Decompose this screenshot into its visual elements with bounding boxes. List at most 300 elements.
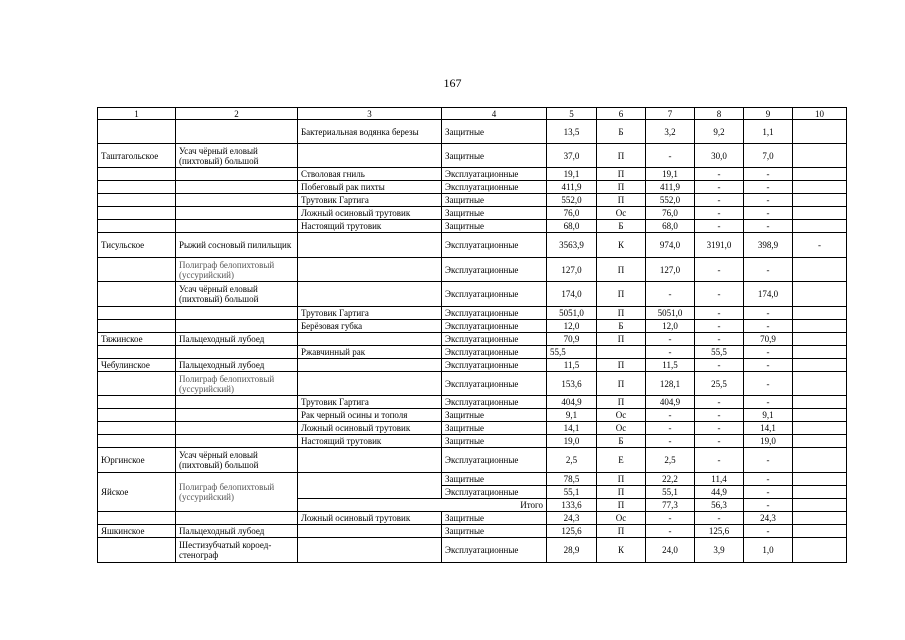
species-cell: Ос	[597, 512, 646, 525]
value-col10-cell	[793, 372, 847, 396]
disease-cell	[298, 258, 442, 282]
disease-cell: Трутовик Гартига	[298, 396, 442, 409]
forest-category-cell: Защитные	[442, 220, 547, 233]
value-col9-cell: 1,0	[744, 538, 793, 563]
pest-cell	[176, 120, 298, 144]
species-cell: П	[597, 282, 646, 307]
area-total-cell: 13,5	[547, 120, 597, 144]
table-row	[98, 207, 847, 220]
disease-cell: Стволовая гниль	[298, 168, 442, 181]
area-total-cell: 70,9	[547, 333, 597, 346]
pest-cell: Полиграф белопихтовый (уссурийский)	[176, 258, 298, 282]
value-col9-cell: -	[744, 320, 793, 333]
value-col8-cell: 55,5	[695, 346, 744, 359]
value-col7-cell: 68,0	[646, 220, 695, 233]
species-cell: П	[597, 359, 646, 372]
value-col9-cell: 7,0	[744, 144, 793, 168]
forestry-cell: Юргинское	[98, 448, 176, 473]
species-cell: Б	[597, 220, 646, 233]
forest-category-cell: Эксплуатационные	[442, 448, 547, 473]
area-total-cell: 9,1	[547, 409, 597, 422]
value-col9-cell: 14,1	[744, 422, 793, 435]
value-col8-cell: 125,6	[695, 525, 744, 538]
forest-category-cell: Эксплуатационные	[442, 396, 547, 409]
species-cell	[597, 346, 646, 359]
value-col10-cell	[793, 181, 847, 194]
pest-cell: Усач чёрный еловый (пихтовый) большой	[176, 144, 298, 168]
pest-cell	[176, 181, 298, 194]
value-col8-cell: -	[695, 435, 744, 448]
area-total-cell: 411,9	[547, 181, 597, 194]
pest-cell	[176, 320, 298, 333]
forestry-cell	[98, 346, 176, 359]
table-row	[98, 525, 847, 538]
value-col9-cell: -	[744, 448, 793, 473]
value-col7-cell: 24,0	[646, 538, 695, 563]
value-col8-cell: -	[695, 207, 744, 220]
value-col9-cell: -	[744, 346, 793, 359]
value-col7-cell: 974,0	[646, 233, 695, 258]
disease-cell: Рак черный осины и тополя	[298, 409, 442, 422]
forestry-cell	[98, 258, 176, 282]
value-col8-cell: -	[695, 512, 744, 525]
area-total-cell: 19,1	[547, 168, 597, 181]
value-col7-cell: -	[646, 409, 695, 422]
page-number: 167	[443, 76, 462, 90]
value-col8-cell: -	[695, 359, 744, 372]
value-col9-cell: 19,0	[744, 435, 793, 448]
species-cell: П	[597, 181, 646, 194]
area-total-cell: 174,0	[547, 282, 597, 307]
forest-category-cell: Эксплуатационные	[442, 346, 547, 359]
area-total-cell: 14,1	[547, 422, 597, 435]
forestry-cell	[98, 181, 176, 194]
value-col10-cell	[793, 194, 847, 207]
value-col7-cell: 55,1	[646, 486, 695, 499]
value-col8-cell: -	[695, 181, 744, 194]
forest-category-cell: Эксплуатационные	[442, 168, 547, 181]
value-col9-cell: 70,9	[744, 333, 793, 346]
disease-cell: Трутовик Гартига	[298, 307, 442, 320]
forest-category-cell: Эксплуатационные	[442, 307, 547, 320]
value-col9-cell: -	[744, 499, 793, 512]
table-row	[98, 372, 847, 396]
disease-cell: Ложный осиновый трутовик	[298, 512, 442, 525]
pest-cell: Пальцеходный лубоед	[176, 359, 298, 372]
disease-cell: Ложный осиновый трутовик	[298, 422, 442, 435]
disease-cell	[298, 372, 442, 396]
forestry-cell	[98, 320, 176, 333]
pest-cell	[176, 307, 298, 320]
value-col10-cell	[793, 538, 847, 563]
value-col8-cell: -	[695, 396, 744, 409]
value-col10-cell	[793, 422, 847, 435]
value-col8-cell: -	[695, 422, 744, 435]
pest-cell	[176, 220, 298, 233]
species-cell: Ос	[597, 422, 646, 435]
col-header-2: 2	[176, 108, 298, 120]
value-col10-cell	[793, 207, 847, 220]
value-col7-cell: 77,3	[646, 499, 695, 512]
table-row	[98, 396, 847, 409]
species-cell: Ос	[597, 409, 646, 422]
disease-cell	[298, 359, 442, 372]
total-label-cell: Итого	[298, 499, 547, 512]
species-cell: Ос	[597, 207, 646, 220]
disease-cell: Ржавчинный рак	[298, 346, 442, 359]
value-col8-cell: -	[695, 194, 744, 207]
species-cell: П	[597, 396, 646, 409]
species-cell: П	[597, 372, 646, 396]
area-total-cell: 19,0	[547, 435, 597, 448]
area-total-cell: 55,1	[547, 486, 597, 499]
value-col10-cell	[793, 512, 847, 525]
forest-category-cell: Защитные	[442, 435, 547, 448]
forestry-cell	[98, 220, 176, 233]
value-col9-cell: -	[744, 486, 793, 499]
value-col7-cell: -	[646, 422, 695, 435]
disease-cell	[298, 282, 442, 307]
forest-category-cell: Защитные	[442, 473, 547, 486]
value-col10-cell	[793, 448, 847, 473]
forestry-cell	[98, 194, 176, 207]
value-col7-cell: -	[646, 346, 695, 359]
value-col10-cell	[793, 320, 847, 333]
forestry-cell	[98, 307, 176, 320]
forest-category-cell: Эксплуатационные	[442, 359, 547, 372]
area-total-cell: 28,9	[547, 538, 597, 563]
species-cell: П	[597, 473, 646, 486]
value-col8-cell: -	[695, 409, 744, 422]
col-header-7: 7	[646, 108, 695, 120]
value-col10-cell	[793, 258, 847, 282]
col-header-8: 8	[695, 108, 744, 120]
value-col7-cell: 2,5	[646, 448, 695, 473]
value-col8-cell: 30,0	[695, 144, 744, 168]
table-row	[98, 538, 847, 563]
species-cell: П	[597, 144, 646, 168]
disease-cell	[298, 448, 442, 473]
forestry-cell	[98, 282, 176, 307]
value-col10-cell	[793, 396, 847, 409]
value-col8-cell: 44,9	[695, 486, 744, 499]
forest-category-cell: Эксплуатационные	[442, 282, 547, 307]
value-col8-cell: 25,5	[695, 372, 744, 396]
value-col7-cell: 19,1	[646, 168, 695, 181]
value-col7-cell: 22,2	[646, 473, 695, 486]
area-total-cell: 37,0	[547, 144, 597, 168]
forest-pest-table	[97, 107, 847, 563]
disease-cell	[298, 144, 442, 168]
value-col9-cell: -	[744, 207, 793, 220]
area-total-cell: 76,0	[547, 207, 597, 220]
area-total-cell: 5051,0	[547, 307, 597, 320]
value-col7-cell: 128,1	[646, 372, 695, 396]
forestry-cell	[98, 435, 176, 448]
area-total-cell: 55,5	[547, 346, 597, 359]
value-col10-cell	[793, 307, 847, 320]
forestry-cell: Яйское	[98, 473, 176, 512]
pest-cell: Полиграф белопихтовый (уссурийский)	[176, 473, 298, 512]
value-col7-cell: -	[646, 512, 695, 525]
forest-category-cell: Эксплуатационные	[442, 258, 547, 282]
pest-cell	[176, 168, 298, 181]
pest-cell: Полиграф белопихтовый (уссурийский)	[176, 372, 298, 396]
value-col9-cell: 9,1	[744, 409, 793, 422]
forest-category-cell: Эксплуатационные	[442, 233, 547, 258]
value-col10-cell	[793, 473, 847, 486]
area-total-cell: 3563,9	[547, 233, 597, 258]
species-cell: Б	[597, 120, 646, 144]
forestry-cell	[98, 409, 176, 422]
forestry-cell: Тисульское	[98, 233, 176, 258]
value-col9-cell: -	[744, 473, 793, 486]
species-cell: П	[597, 525, 646, 538]
value-col7-cell: 12,0	[646, 320, 695, 333]
species-cell: П	[597, 168, 646, 181]
table-row	[98, 282, 847, 307]
forest-category-cell: Эксплуатационные	[442, 181, 547, 194]
value-col8-cell: -	[695, 258, 744, 282]
forestry-cell	[98, 422, 176, 435]
species-cell: П	[597, 333, 646, 346]
forest-category-cell: Защитные	[442, 422, 547, 435]
pest-cell	[176, 194, 298, 207]
area-total-cell: 24,3	[547, 512, 597, 525]
forestry-cell	[98, 538, 176, 563]
table-row	[98, 258, 847, 282]
disease-cell: Побеговый рак пихты	[298, 181, 442, 194]
species-cell: П	[597, 307, 646, 320]
table-row	[98, 473, 847, 486]
forestry-cell	[98, 396, 176, 409]
col-header-4: 4	[442, 108, 547, 120]
forestry-cell: Таштагольское	[98, 144, 176, 168]
col-header-6: 6	[597, 108, 646, 120]
species-cell: П	[597, 499, 646, 512]
disease-cell: Берёзовая губка	[298, 320, 442, 333]
value-col8-cell: -	[695, 168, 744, 181]
forest-category-cell: Защитные	[442, 194, 547, 207]
pest-cell	[176, 409, 298, 422]
forestry-cell	[98, 168, 176, 181]
area-total-cell: 2,5	[547, 448, 597, 473]
disease-cell: Бактериальная водянка березы	[298, 120, 442, 144]
value-col7-cell: 11,5	[646, 359, 695, 372]
value-col9-cell: 174,0	[744, 282, 793, 307]
species-cell: П	[597, 258, 646, 282]
value-col8-cell: 3,9	[695, 538, 744, 563]
forestry-cell	[98, 512, 176, 525]
header-row	[98, 108, 847, 120]
value-col10-cell	[793, 333, 847, 346]
value-col9-cell: -	[744, 307, 793, 320]
table-row	[98, 448, 847, 473]
value-col7-cell: 411,9	[646, 181, 695, 194]
forestry-cell: Яшкинское	[98, 525, 176, 538]
disease-cell: Настоящий трутовик	[298, 220, 442, 233]
pest-cell	[176, 512, 298, 525]
value-col8-cell: 56,3	[695, 499, 744, 512]
table-row	[98, 435, 847, 448]
pest-cell: Пальцеходный лубоед	[176, 525, 298, 538]
forest-category-cell: Эксплуатационные	[442, 486, 547, 499]
forest-category-cell: Эксплуатационные	[442, 372, 547, 396]
disease-cell	[298, 233, 442, 258]
table-row	[98, 409, 847, 422]
value-col9-cell: 24,3	[744, 512, 793, 525]
forestry-cell	[98, 372, 176, 396]
area-total-cell: 552,0	[547, 194, 597, 207]
value-col8-cell: -	[695, 320, 744, 333]
col-header-1: 1	[98, 108, 176, 120]
species-cell: К	[597, 538, 646, 563]
value-col7-cell: 76,0	[646, 207, 695, 220]
forest-category-cell: Защитные	[442, 144, 547, 168]
forestry-cell: Тяжинское	[98, 333, 176, 346]
table-row	[98, 194, 847, 207]
value-col7-cell: -	[646, 435, 695, 448]
forestry-cell	[98, 120, 176, 144]
disease-cell	[298, 525, 442, 538]
forest-category-cell: Защитные	[442, 512, 547, 525]
species-cell: Б	[597, 320, 646, 333]
disease-cell: Настоящий трутовик	[298, 435, 442, 448]
value-col9-cell: -	[744, 396, 793, 409]
value-col10-cell: -	[793, 233, 847, 258]
forest-category-cell: Защитные	[442, 120, 547, 144]
table-row	[98, 320, 847, 333]
pest-cell	[176, 422, 298, 435]
value-col7-cell: -	[646, 525, 695, 538]
forest-category-cell: Защитные	[442, 525, 547, 538]
area-total-cell: 68,0	[547, 220, 597, 233]
value-col8-cell: -	[695, 282, 744, 307]
pest-cell: Усач чёрный еловый (пихтовый) большой	[176, 448, 298, 473]
value-col10-cell	[793, 282, 847, 307]
value-col7-cell: 552,0	[646, 194, 695, 207]
table-row	[98, 346, 847, 359]
forest-category-cell: Эксплуатационные	[442, 538, 547, 563]
col-header-10: 10	[793, 108, 847, 120]
area-total-cell: 12,0	[547, 320, 597, 333]
disease-cell: Трутовик Гартига	[298, 194, 442, 207]
pest-cell: Рыжий сосновый пилильщик	[176, 233, 298, 258]
value-col10-cell	[793, 359, 847, 372]
value-col7-cell: 5051,0	[646, 307, 695, 320]
forest-category-cell: Эксплуатационные	[442, 320, 547, 333]
col-header-9: 9	[744, 108, 793, 120]
disease-cell	[298, 538, 442, 563]
value-col10-cell	[793, 144, 847, 168]
value-col10-cell	[793, 435, 847, 448]
value-col9-cell: -	[744, 258, 793, 282]
value-col10-cell	[793, 486, 847, 499]
value-col10-cell	[793, 525, 847, 538]
col-header-5: 5	[547, 108, 597, 120]
value-col10-cell	[793, 120, 847, 144]
pest-cell: Шестизубчатый короед-стенограф	[176, 538, 298, 563]
value-col9-cell: -	[744, 359, 793, 372]
value-col7-cell: -	[646, 282, 695, 307]
value-col10-cell	[793, 220, 847, 233]
species-cell: П	[597, 486, 646, 499]
pest-cell	[176, 346, 298, 359]
pest-cell: Усач чёрный еловый (пихтовый) большой	[176, 282, 298, 307]
disease-cell	[298, 473, 442, 499]
value-col7-cell: -	[646, 144, 695, 168]
value-col8-cell: -	[695, 448, 744, 473]
table-row	[98, 333, 847, 346]
value-col10-cell	[793, 499, 847, 512]
table-row	[98, 307, 847, 320]
value-col8-cell: -	[695, 307, 744, 320]
area-total-cell: 11,5	[547, 359, 597, 372]
value-col10-cell	[793, 409, 847, 422]
species-cell: П	[597, 194, 646, 207]
pest-cell: Пальцеходный лубоед	[176, 333, 298, 346]
forestry-cell: Чебулинское	[98, 359, 176, 372]
species-cell: К	[597, 233, 646, 258]
forest-category-cell: Защитные	[442, 409, 547, 422]
table-row	[98, 233, 847, 258]
disease-cell	[298, 333, 442, 346]
table-row	[98, 359, 847, 372]
forestry-cell	[98, 207, 176, 220]
value-col9-cell: -	[744, 220, 793, 233]
disease-cell: Ложный осиновый трутовик	[298, 207, 442, 220]
area-total-cell: 127,0	[547, 258, 597, 282]
table-row	[98, 144, 847, 168]
area-total-cell: 404,9	[547, 396, 597, 409]
value-col9-cell: 398,9	[744, 233, 793, 258]
value-col7-cell: 3,2	[646, 120, 695, 144]
value-col7-cell: -	[646, 333, 695, 346]
value-col8-cell: 9,2	[695, 120, 744, 144]
value-col10-cell	[793, 168, 847, 181]
value-col9-cell: -	[744, 194, 793, 207]
pest-cell	[176, 396, 298, 409]
table-row	[98, 422, 847, 435]
value-col8-cell: -	[695, 333, 744, 346]
table-row	[98, 120, 847, 144]
forest-category-cell: Эксплуатационные	[442, 333, 547, 346]
area-total-cell: 133,6	[547, 499, 597, 512]
value-col9-cell: 1,1	[744, 120, 793, 144]
pest-cell	[176, 435, 298, 448]
table-row	[98, 168, 847, 181]
value-col9-cell: -	[744, 372, 793, 396]
area-total-cell: 125,6	[547, 525, 597, 538]
value-col7-cell: 127,0	[646, 258, 695, 282]
species-cell: Б	[597, 435, 646, 448]
table-row	[98, 181, 847, 194]
area-total-cell: 153,6	[547, 372, 597, 396]
value-col10-cell	[793, 346, 847, 359]
value-col9-cell: -	[744, 168, 793, 181]
table-row	[98, 512, 847, 525]
area-total-cell: 78,5	[547, 473, 597, 486]
value-col8-cell: 3191,0	[695, 233, 744, 258]
pest-cell	[176, 207, 298, 220]
value-col9-cell: -	[744, 525, 793, 538]
col-header-3: 3	[298, 108, 442, 120]
value-col8-cell: -	[695, 220, 744, 233]
value-col9-cell: -	[744, 181, 793, 194]
value-col7-cell: 404,9	[646, 396, 695, 409]
value-col8-cell: 11,4	[695, 473, 744, 486]
species-cell: Е	[597, 448, 646, 473]
